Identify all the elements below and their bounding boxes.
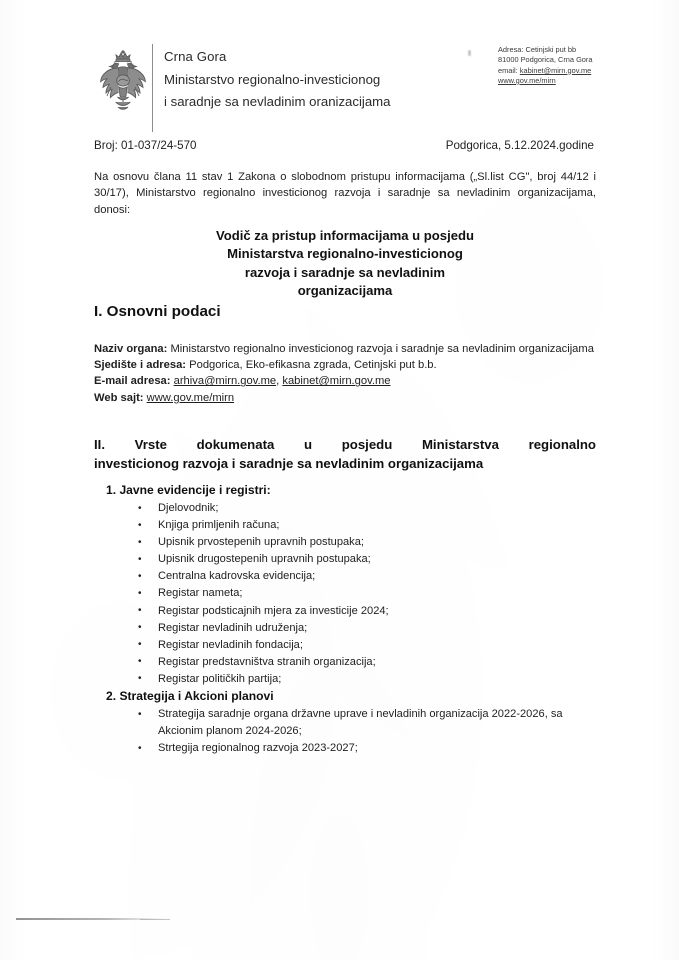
address-street: Adresa: Cetinjski put bb	[498, 45, 577, 54]
field-label-naziv-organa: Naziv organa:	[94, 343, 168, 355]
field-email-adresa	[94, 373, 596, 389]
section-1-heading: I. Osnovni podaci	[94, 303, 221, 320]
field-sjediste-adresa	[94, 357, 596, 373]
javne-evidencije-list	[132, 500, 552, 688]
list-item: • Strategija saradnje organa državne uprave i nevladinih organizacija 2022-2026, sa Akcionim planom 2024-2026;	[132, 706, 602, 740]
list-item: • Knjiga primljenih računa;	[132, 517, 552, 534]
document-title-line-4: organizacijama	[297, 282, 393, 298]
document-number: Broj: 01-037/24-570	[94, 139, 197, 152]
intro-paragraph: Na osnovu člana 11 stav 1 Zakona o slobodnom pristupu informacijama („Sl.list CG", broj 44/12 i 30/17), Ministarstvo regionalno investicionog razvoja i saradnje sa nevladinim organizacijama, donosi:	[94, 171, 596, 216]
basic-info-block	[94, 341, 596, 406]
organization-block	[164, 46, 464, 114]
ministry-name-line-1: Ministarstvo regionalno-investicionog	[164, 71, 381, 87]
address-city: 81000 Podgorica, Crna Gora	[498, 55, 593, 65]
field-label-sjediste: Sjedište i adresa:	[94, 359, 187, 372]
address-email-row	[498, 66, 658, 76]
email-arhiva-link[interactable]: arhiva@mirn.gov.me	[173, 375, 277, 388]
web-sajt-link[interactable]: www.gov.me/mirn	[146, 391, 235, 404]
country-name: Crna Gora	[164, 49, 227, 64]
field-web-sajt	[94, 390, 596, 406]
list-item: • Registar podsticajnih mjera za investicije 2024;	[132, 603, 552, 620]
ministry-name-line-2: i saradnje sa nevladinim oranizacijama	[164, 94, 391, 109]
field-naziv-organa	[94, 341, 596, 357]
list-item: • Strtegija regionalnog razvoja 2023-2027;	[132, 740, 602, 757]
header-address-block	[498, 45, 658, 86]
header-divider	[152, 44, 153, 132]
list-item: • Djelovodnik;	[132, 500, 552, 517]
list-item: • Registar nevladinih udruženja;	[132, 620, 552, 637]
list-item: • Centralna kadrovska evidencija;	[132, 568, 552, 585]
email-label: email:	[498, 65, 518, 75]
document-title	[94, 227, 596, 300]
document-place-date: Podgorica, 5.12.2024.godine	[445, 139, 594, 152]
document-title-line-2: Ministarstva regionalno-investicionog	[227, 246, 463, 262]
list-item: • Upisnik prvostepenih upravnih postupaka;	[132, 534, 552, 551]
list-item: • Registar političkih partija;	[132, 671, 552, 688]
subsection-2-heading: 2. Strategija i Akcioni planovi	[106, 689, 274, 703]
montenegro-coat-of-arms-icon	[95, 47, 151, 119]
field-value-sjediste: Podgorica, Eko-efikasna zgrada, Cetinjski put b.b.	[189, 359, 437, 372]
section-2-heading-line-2: investicionog razvoja i saradnje sa nevladinim organizacijama	[94, 455, 484, 471]
email-link[interactable]: kabinet@mirn.gov.me	[519, 65, 592, 75]
email-kabinet-link[interactable]: kabinet@mirn.gov.me	[282, 375, 391, 388]
list-item: • Registar nevladinih fondacija;	[132, 637, 552, 654]
website-link[interactable]: www.gov.me/mirn	[498, 75, 556, 85]
section-2-heading	[94, 436, 596, 473]
strategija-akcioni-planovi-list	[132, 706, 602, 757]
email-separator: ,	[276, 375, 280, 388]
list-item: • Registar nameta;	[132, 585, 552, 602]
field-label-web: Web sajt:	[94, 391, 144, 404]
section-2-heading-line-1: II. Vrste dokumenata u posjedu Ministarstva regionalno	[94, 437, 596, 452]
field-label-email: E-mail adresa:	[94, 375, 171, 388]
scan-artifact-dot	[468, 50, 471, 56]
scan-artifact-line-secondary	[140, 919, 170, 920]
document-meta-row	[94, 139, 594, 152]
document-header	[0, 0, 679, 128]
subsection-1-heading: 1. Javne evidencije i registri:	[106, 483, 271, 497]
field-value-naziv-organa: Ministarstvo regionalno investicionog razvoja i saradnje sa nevladinim organizacijama	[170, 343, 594, 355]
document-title-line-3: razvoja i saradnje sa nevladinim	[244, 264, 446, 280]
document-title-line-1: Vodič za pristup informacijama u posjedu	[215, 228, 475, 243]
list-item: • Upisnik drugostepenih upravnih postupaka;	[132, 551, 552, 568]
list-item: • Registar predstavništva stranih organizacija;	[132, 654, 552, 671]
